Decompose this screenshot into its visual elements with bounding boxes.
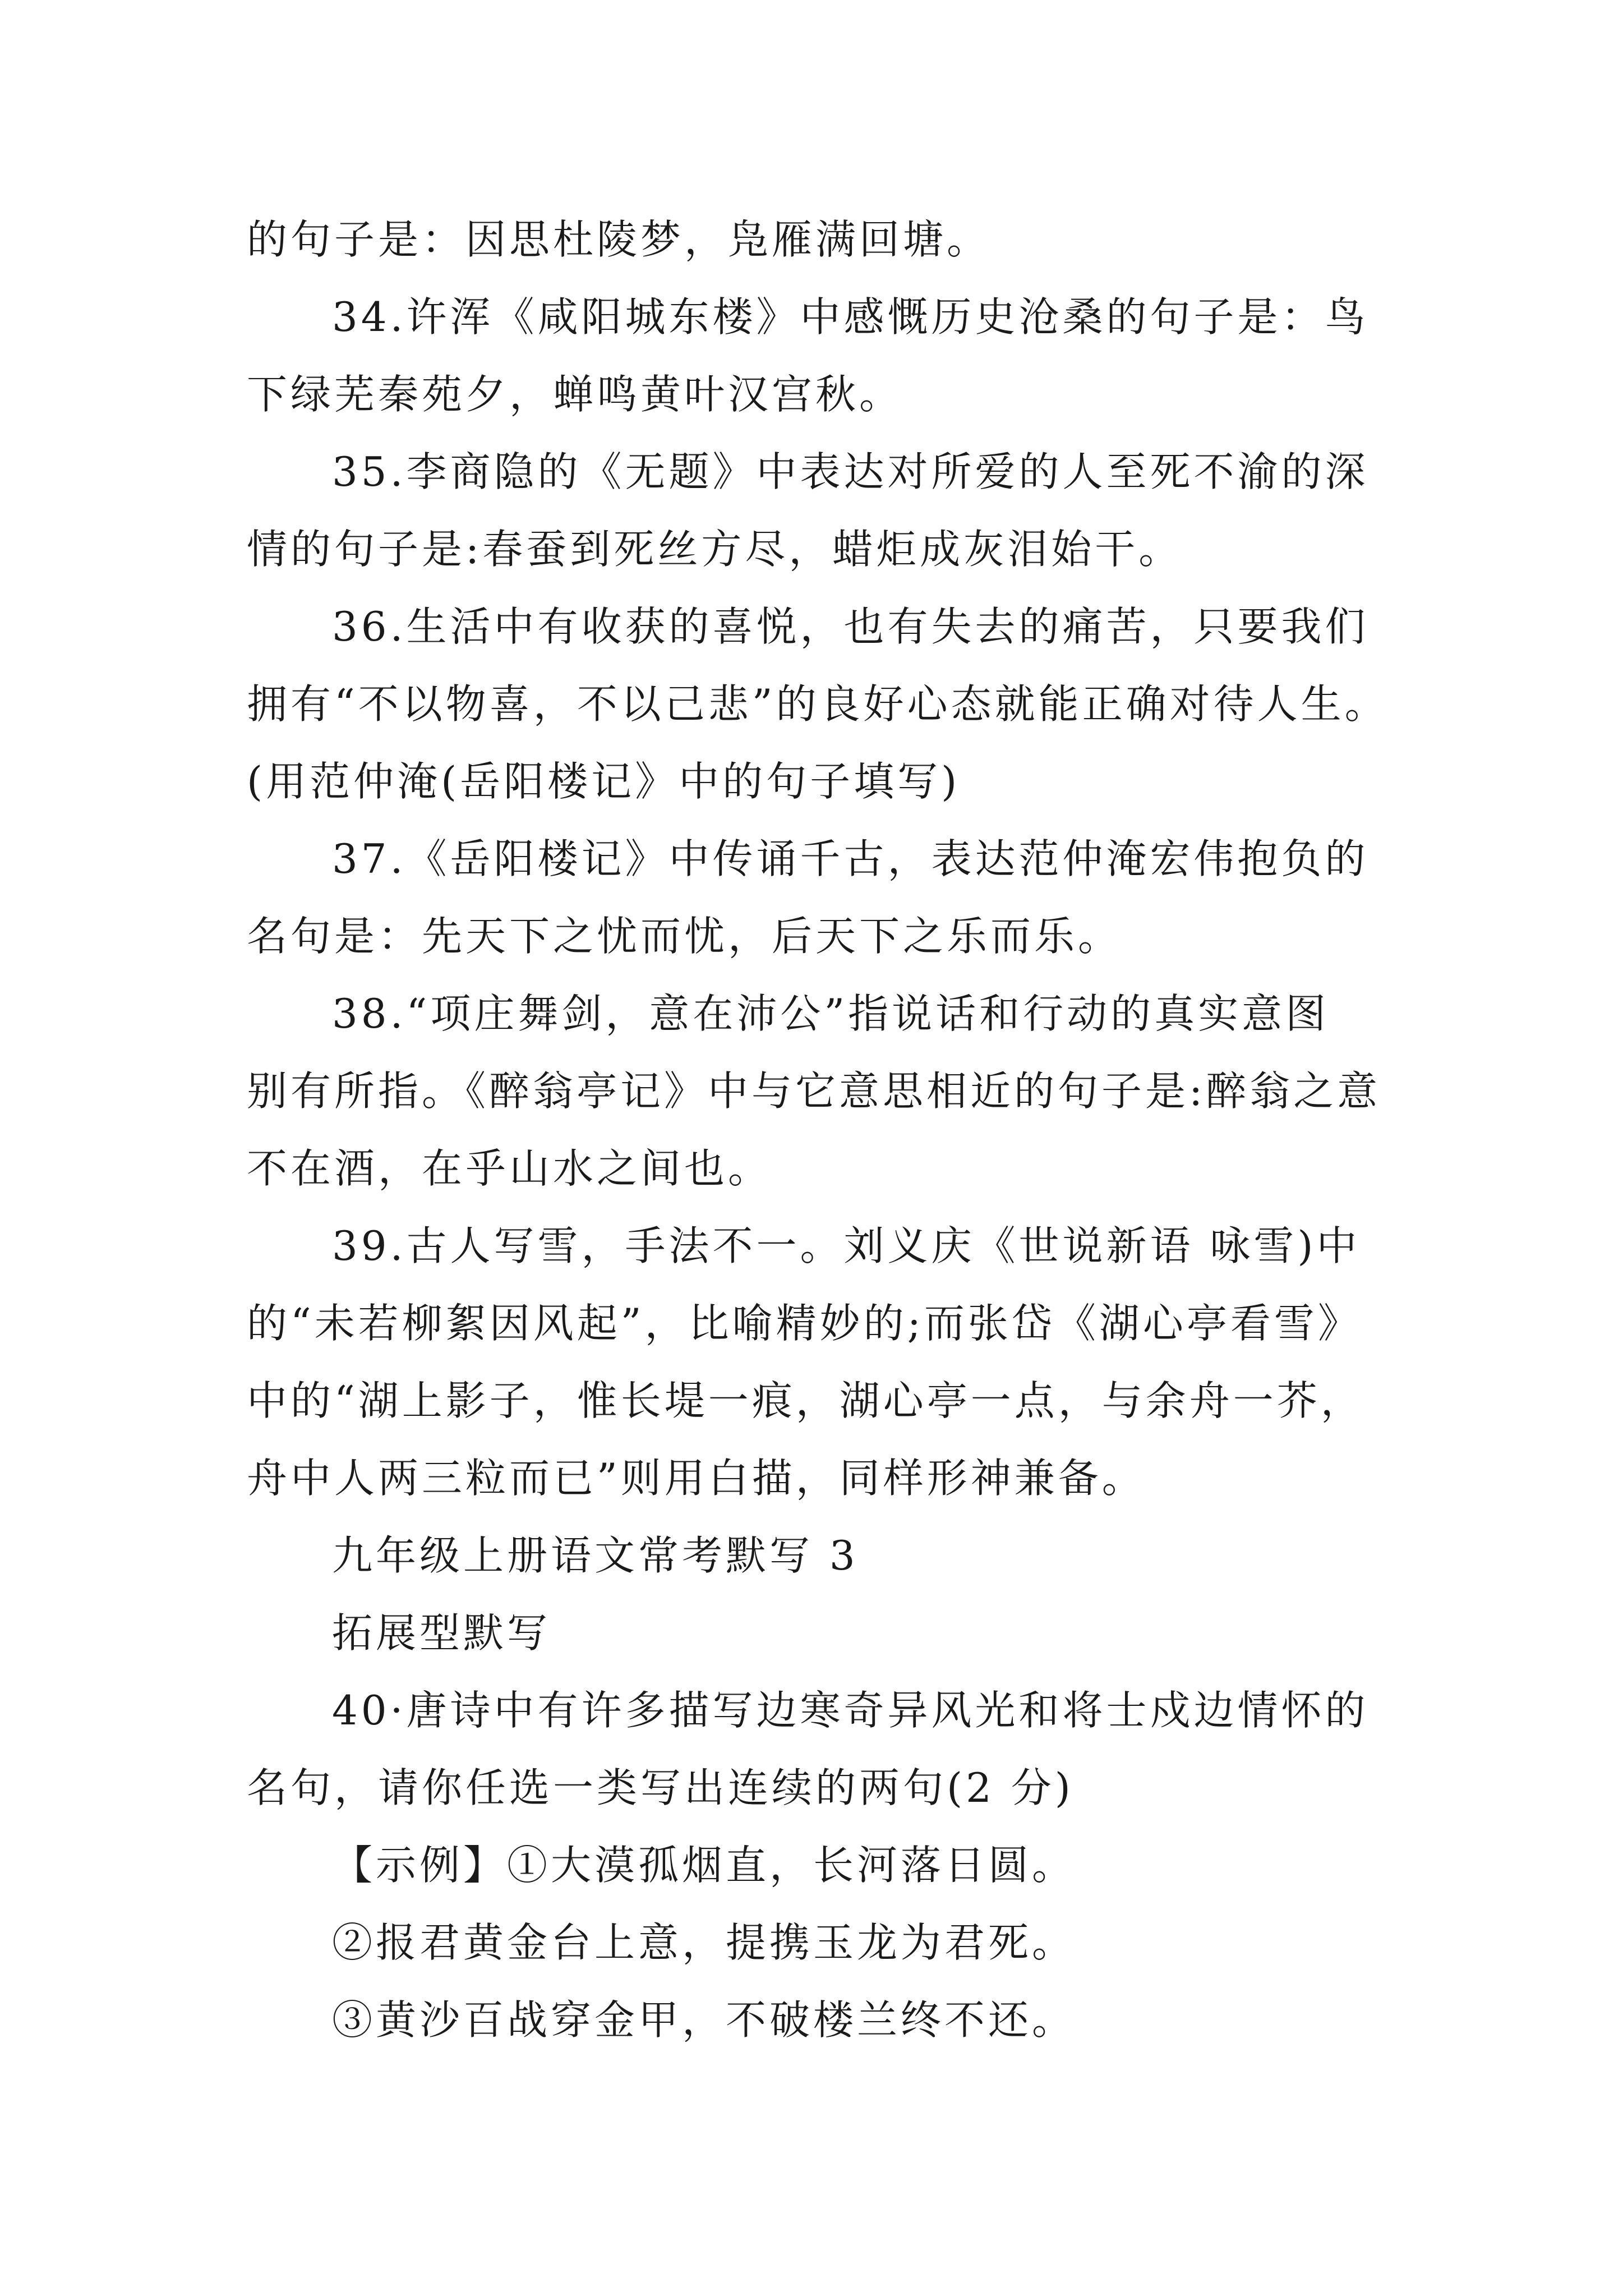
text-line: 39.古人写雪，手法不一。刘义庆《世说新语 咏雪)中 [332, 1222, 1361, 1269]
text-line: 名句，请你任选一类写出连续的两句(2 分) [247, 1764, 1074, 1811]
text-line: (用范仲淹(岳阳楼记》中的句子填写) [247, 758, 961, 805]
text-line: 拥有“不以物喜，不以己悲”的良好心态就能正确对待人生。 [247, 680, 1389, 728]
text-line: 名句是：先天下之忧而忧，后天下之乐而乐。 [247, 913, 1122, 960]
text-line: 38.“项庄舞剑，意在沛公”指说话和行动的真实意图 [332, 990, 1330, 1037]
text-line: 别有所指。《醉翁亭记》中与它意思相近的句子是:醉翁之意 [247, 1068, 1381, 1115]
section-heading: 九年级上册语文常考默写 3 [332, 1532, 859, 1579]
text-line: 中的“湖上影子，惟长堤一痕，湖心亭一点，与余舟一芥， [247, 1377, 1364, 1424]
text-line: 35.李商隐的《无题》中表达对所爱的人至死不渝的深 [332, 448, 1369, 495]
example-line: ②报君黄金台上意，提携玉龙为君死。 [332, 1919, 1076, 1966]
text-line: 的句子是：因思杜陵梦，凫雁满回塘。 [247, 216, 991, 263]
text-line: 40·唐诗中有许多描写边寒奇异风光和将士戍边情怀的 [332, 1687, 1369, 1734]
document-body [247, 201, 1391, 2059]
section-subheading: 拓展型默写 [332, 1609, 551, 1657]
text-line: 情的句子是:春蚕到死丝方尽，蜡炬成灰泪始干。 [247, 526, 1183, 573]
text-line: 不在酒，在乎山水之间也。 [247, 1145, 772, 1192]
text-line: 34.许浑《咸阳城东楼》中感慨历史沧桑的句子是：鸟 [332, 293, 1369, 341]
text-line: 下绿芜秦苑夕，蝉鸣黄叶汉宫秋。 [247, 371, 903, 418]
example-line: ③黄沙百战穿金甲，不破楼兰终不还。 [332, 1996, 1076, 2044]
text-line: 37.《岳阳楼记》中传诵千古，表达范仲淹宏伟抱负的 [332, 835, 1369, 882]
example-line: 【示例】①大漠孤烟直，长河落日圆。 [332, 1842, 1076, 1889]
text-line: 的“未若柳絮因风起”，比喻精妙的;而张岱《湖心亭看雪》 [247, 1300, 1362, 1347]
text-line: 36.生活中有收获的喜悦，也有失去的痛苦，只要我们 [332, 603, 1369, 650]
text-line: 舟中人两三粒而已”则用白描，同样形神兼备。 [247, 1455, 1146, 1502]
